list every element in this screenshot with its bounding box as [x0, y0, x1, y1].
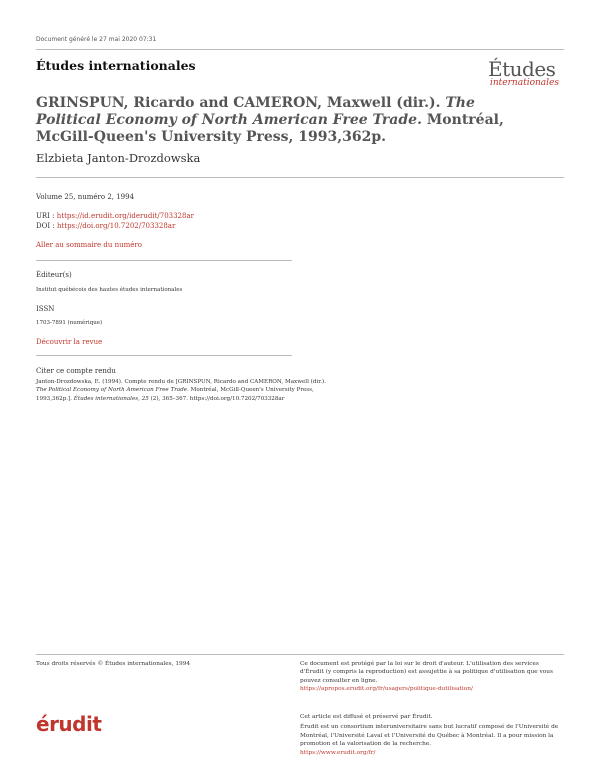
copyright-notice — [300, 660, 562, 694]
citation-part2: . Montréal, McGill-Queen's University Press, 1993,362p.]. — [36, 387, 314, 402]
title-part2: Montréal, McGill-Queen's University Press, 1993,362p. — [36, 112, 504, 145]
summary-link[interactable]: Aller au sommaire du numéro — [36, 241, 142, 249]
publisher-name: Institut québécois des hautes études internationales — [36, 287, 183, 293]
policy-link[interactable]: https://apropos.erudit.org/fr/usagers/politique-dutilisation/ — [300, 686, 473, 693]
footer-divider — [36, 654, 564, 655]
volume-info: Volume 25, numéro 2, 1994 — [36, 193, 135, 201]
header-divider — [36, 177, 564, 178]
publisher-label: Éditeur(s) — [36, 271, 72, 279]
top-divider — [36, 49, 564, 50]
uri-line — [36, 211, 194, 222]
divider — [36, 355, 292, 356]
article-title — [36, 95, 536, 146]
rights-notice: Tous droits réservés © Études internationales, 1994 — [36, 661, 191, 667]
logo-line2: internationales — [490, 78, 559, 88]
citation-italic2: Études internationales, 25 — [73, 395, 149, 402]
erudit-logo: érudit — [36, 712, 102, 736]
uri-link[interactable]: https://id.erudit.org/iderudit/703328ar — [56, 212, 194, 220]
cite-label: Citer ce compte rendu — [36, 367, 116, 375]
divider — [36, 260, 292, 261]
issn-label: ISSN — [36, 305, 55, 313]
about-erudit-text: Érudit est un consortium interuniversitaire sans but lucratif composé de l'Université de Montréal, l'Université Laval et l'Université du Québec à Montréal. Il a pour mission la promotion et la valorisation de la recherche. — [300, 724, 559, 748]
citation-text — [36, 378, 326, 403]
erudit-link[interactable]: https://www.erudit.org/fr/ — [300, 749, 376, 756]
citation-part1: Janton-Drozdowska, E. (1994). Compte rendu de [GRINSPUN, Ricardo and CAMERON, Maxwell (dir.). — [36, 379, 327, 385]
citation-part3: (2), 365–367. https://doi.org/10.7202/703328ar — [148, 395, 285, 402]
logo-line1: Études — [488, 57, 556, 81]
title-italic: The Political Economy of North American Free Trade. — [36, 95, 475, 128]
erudit-notice — [300, 713, 562, 757]
title-part1: GRINSPUN, Ricardo and CAMERON, Maxwell (dir.). — [36, 95, 446, 111]
doi-link[interactable]: https://doi.org/10.7202/703328ar — [56, 222, 176, 230]
doi-line — [36, 221, 175, 232]
discover-journal-link[interactable]: Découvrir la revue — [36, 338, 103, 346]
journal-title: Études internationales — [36, 58, 196, 73]
doi-label: DOI : — [36, 222, 57, 230]
uri-label: URI : — [36, 212, 57, 220]
copyright-text: Ce document est protégé par la loi sur le droit d'auteur. L'utilisation des services d'Érudit (y compris la reproduction) est assujettie à sa politique d'utilisation que vous pouvez consulter en ligne. — [300, 661, 553, 684]
article-author: Elzbieta Janton-Drozdowska — [36, 151, 201, 165]
journal-logo — [488, 57, 566, 88]
generated-date: Document généré le 27 mai 2020 07:31 — [36, 36, 157, 43]
citation-italic1: The Political Economy of North American Free Trade — [36, 387, 188, 394]
dissemination-text: Cet article est diffusé et préservé par Érudit. — [300, 714, 433, 720]
issn-value: 1703-7891 (numérique) — [36, 320, 103, 326]
